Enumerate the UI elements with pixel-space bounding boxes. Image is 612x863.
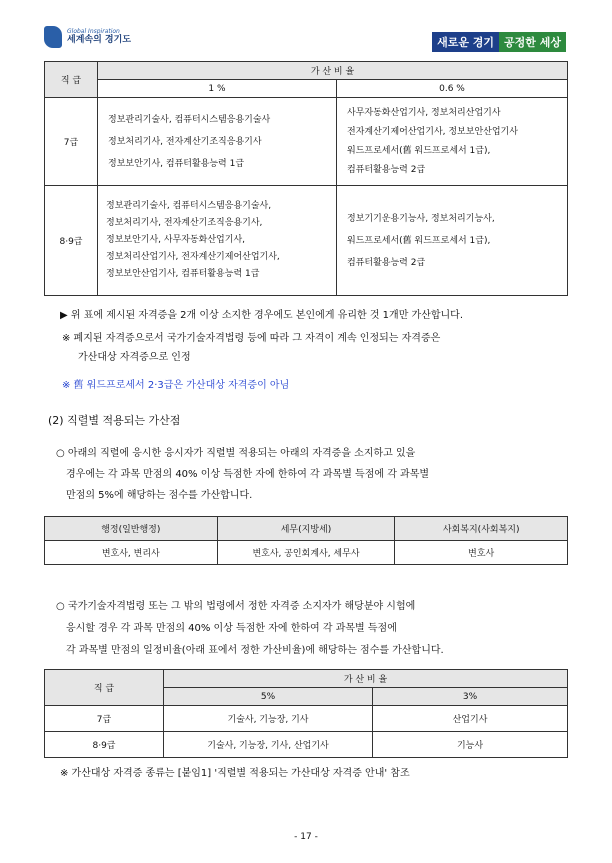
grade-8-9-5pct: 기술사, 기능장, 기사, 산업기사 — [164, 732, 373, 758]
note-abolished-certificate-cont: 가산대상 자격증으로 인정 — [78, 352, 191, 363]
paragraph-line: ○ 아래의 직렬에 응시한 응시자가 직렬별 적용되는 아래의 자격증을 소지하고 있을 — [56, 448, 416, 459]
paragraph-line: 응시할 경우 각 과목 만점의 40% 이상 득점한 자에 한하여 각 과목별 득점에 — [66, 623, 397, 634]
list-item: 정보처리기사, 전자계산기조직응용기사, — [106, 218, 263, 228]
header-tax: 세무(지방세) — [217, 517, 395, 541]
cell-welfare: 변호사 — [395, 541, 568, 565]
list-item: 정보보안기사, 사무자동화산업기사, — [106, 235, 245, 245]
grade-7: 7급 — [45, 706, 164, 732]
list-item: 컴퓨터활용능력 2급 — [347, 164, 426, 175]
col-grade-header: 직 급 — [45, 670, 164, 706]
slogan-part-2: 공정한 세상 — [499, 32, 566, 52]
section-heading: (2) 직렬별 적용되는 가산점 — [48, 414, 181, 427]
paragraph-line: 만점의 5%에 해당하는 점수를 가산합니다. — [66, 490, 253, 501]
series-certificate-table — [44, 516, 568, 565]
gyeonggi-logo-icon — [44, 26, 62, 48]
header-welfare: 사회복지(사회복지) — [395, 517, 568, 541]
rate-5pct-header: 5% — [164, 688, 373, 706]
grade-7: 7급 — [45, 98, 98, 186]
gyeonggi-logo — [44, 26, 131, 48]
list-item: 전자계산기제어산업기사, 정보보안산업기사 — [347, 126, 518, 137]
note-word-processor: ※ 舊 워드프로세서 2·3급은 가산대상 자격증이 아님 — [62, 380, 290, 391]
list-item: 사무자동화산업기사, 정보처리산업기사 — [347, 107, 501, 118]
grade-8-9-1pct-list — [98, 186, 337, 296]
grade-8-9-3pct: 기능사 — [373, 732, 568, 758]
list-item: 컴퓨터활용능력 2급 — [347, 257, 426, 268]
col-grade-header: 직 급 — [45, 62, 98, 98]
list-item: 정보보안산업기사, 컴퓨터활용능력 1급 — [106, 269, 260, 279]
header-admin: 행정(일반행정) — [45, 517, 218, 541]
list-item: 정보보안기사, 컴퓨터활용능력 1급 — [108, 158, 245, 169]
list-item: 정보관리기술사, 컴퓨터시스템응용기술사 — [108, 114, 271, 125]
rate-06pct-header: 0.6 % — [337, 80, 568, 98]
paragraph-line: 경우에는 각 과목 만점의 40% 이상 득점한 자에 한하여 각 과목별 득점에 각 과목별 — [66, 469, 430, 480]
paragraph-national-certificate — [56, 596, 444, 662]
paragraph-line: 각 과목별 만점의 일정비율(아래 표에서 정한 가산비율)에 해당하는 점수를 가산합니다. — [66, 645, 444, 656]
grade-8-9-06pct-list — [337, 186, 568, 296]
slogan-part-1: 새로운 경기 — [432, 32, 499, 52]
list-item: 워드프로세서(舊 워드프로세서 1급), — [347, 145, 491, 156]
grade-8-9: 8·9급 — [45, 186, 98, 296]
technical-certificate-table — [44, 669, 568, 758]
cell-admin: 변호사, 변리사 — [45, 541, 218, 565]
cell-tax: 변호사, 공인회계사, 세무사 — [217, 541, 395, 565]
it-certificate-table — [44, 61, 568, 296]
slogan-banner — [432, 32, 566, 52]
rate-3pct-header: 3% — [373, 688, 568, 706]
grade-7-06pct-list — [337, 98, 568, 186]
grade-7-3pct: 산업기사 — [373, 706, 568, 732]
col-rate-header: 가 산 비 율 — [164, 670, 568, 688]
col-rate-header: 가 산 비 율 — [98, 62, 568, 80]
note-abolished-certificate: ※ 폐지된 자격증으로서 국가기술자격법령 등에 따라 그 자격이 계속 인정되는 자격증은 — [62, 333, 441, 344]
list-item: 정보기기운용기능사, 정보처리기능사, — [347, 213, 495, 224]
paragraph-line: ○ 국가기술자격법령 또는 그 밖의 법령에서 정한 자격증 소지자가 해당분야 시험에 — [56, 601, 416, 612]
page-number: - 17 - — [294, 832, 318, 842]
list-item: 정보관리기술사, 컴퓨터시스템응용기술사, — [106, 201, 272, 211]
grade-7-1pct-list — [98, 98, 337, 186]
list-item: 워드프로세서(舊 워드프로세서 1급), — [347, 235, 491, 246]
footnote-annex-reference: ※ 가산대상 자격증 종류는 [붙임1] '직렬별 적용되는 가산대상 자격증 안내' 참조 — [60, 768, 410, 779]
paragraph-series-bonus — [56, 443, 429, 506]
note-one-certificate: ▶ 위 표에 제시된 자격증을 2개 이상 소지한 경우에도 본인에게 유리한 것 1개만 가산합니다. — [60, 310, 464, 321]
grade-8-9: 8·9급 — [45, 732, 164, 758]
rate-1pct-header: 1 % — [98, 80, 337, 98]
logo-subtitle: Global Inspiration — [67, 28, 120, 35]
list-item: 정보처리기사, 전자계산기조직응용기사 — [108, 136, 262, 147]
grade-7-5pct: 기술사, 기능장, 기사 — [164, 706, 373, 732]
page-header — [0, 0, 612, 58]
logo-title: 세계속의 경기도 — [67, 35, 131, 45]
list-item: 정보처리산업기사, 전자계산기제어산업기사, — [106, 252, 280, 262]
